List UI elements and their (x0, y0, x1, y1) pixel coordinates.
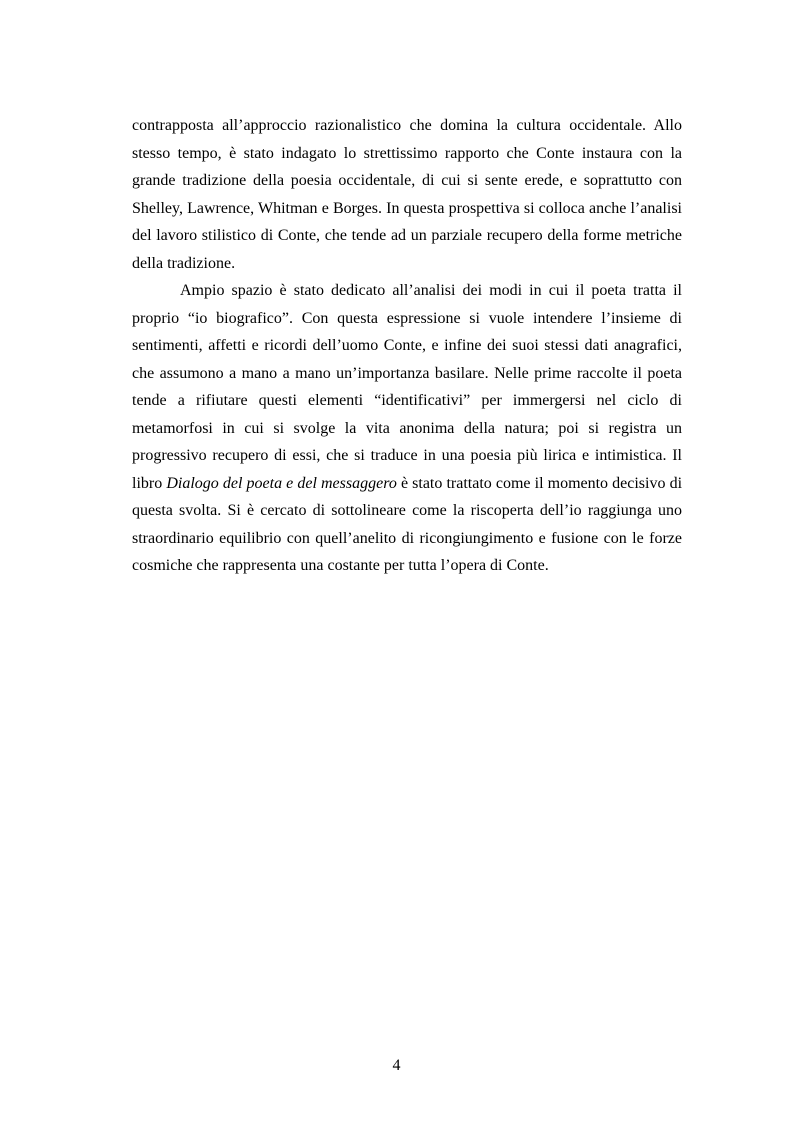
book-title: Dialogo del poeta e del messaggero (166, 474, 397, 492)
paragraph-1: contrapposta all’approccio razionalistico che domina la cultura occidentale. Allo stesso tempo, è stato indagato lo strettissimo rapporto che Conte instaura con la grande tradizione della poesia occidentale, di cui si sente erede, e soprattutto con Shelley, Lawrence, Whitman e Borges. In questa prospettiva si colloca anche l’analisi del lavoro stilistico di Conte, che tende ad un parziale recupero della forme metriche della tradizione. (132, 117, 682, 272)
paragraph-2-text-end: è stato trattato come il momento decisivo di questa svolta. Si è cercato di sottolineare come la riscoperta dell’io raggiunga uno straordinario equilibrio con quell’anelito di ricongiungimento e fusione con le forze cosmiche che rappresenta una costante per tutta l’opera di Conte. (132, 474, 683, 574)
paragraph-2 (132, 277, 682, 580)
page-number: 4 (392, 1057, 401, 1074)
paragraph-2-text-start: Ampio spazio è stato dedicato all’analisi dei modi in cui il poeta tratta il proprio “io biografico”. Con questa espressione si vuole intendere l’insieme di sentimenti, affetti e ricordi dell’uomo Conte, e infine dei suoi stessi dati anagrafici, che assumono a mano a mano un’importanza basilare. Nelle prime raccolte il poeta tende a rifiutare questi elementi “identificativi” per immergersi nel ciclo di metamorfosi in cui si svolge la vita anonima della natura; poi si registra un progressivo recupero di essi, che si traduce in una poesia più lirica e intimistica. Il libro (132, 282, 682, 492)
body-text (132, 112, 682, 580)
